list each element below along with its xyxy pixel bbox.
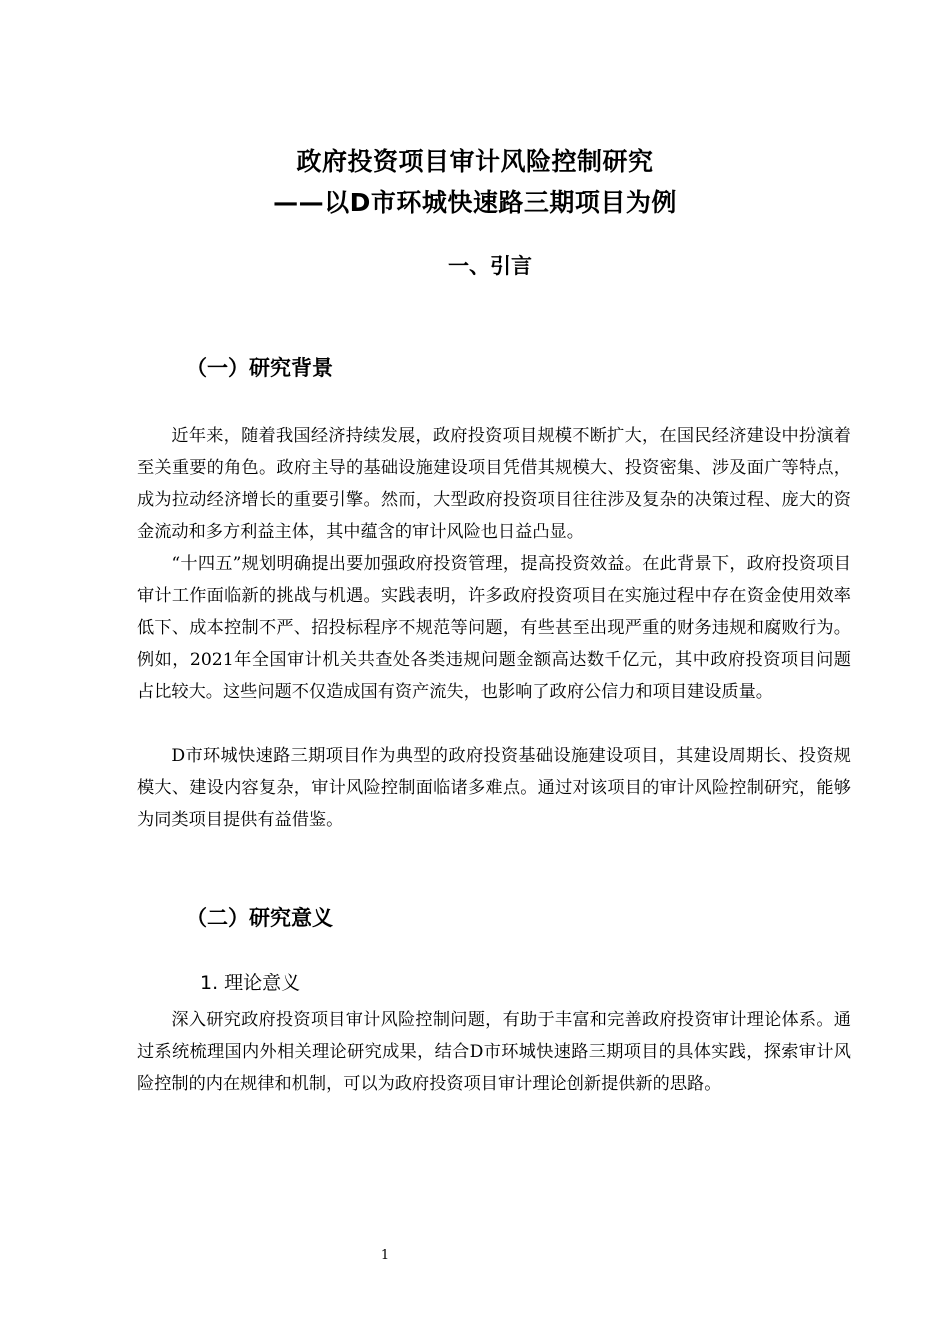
page-number: 1	[380, 1248, 390, 1263]
subsection-heading-research-background: （一）研究背景	[186, 356, 333, 380]
document-subtitle: ——以D市环城快速路三期项目为例	[273, 188, 677, 217]
paragraph-background-2: “十四五”规划明确提出要加强政府投资管理，提高投资效益。在此背景下，政府投资项目审计工作面临新的挑战与机遇。实践表明，许多政府投资项目在实施过程中存在资金使用效率低下、成本控制不严、招投标程序不规范等问题，有些甚至出现严重的财务违规和腐败行为。例如，2021年全国审计机关共查处各类违规问题金额高达数千亿元，其中政府投资项目问题占比较大。这些问题不仅造成国有资产流失，也影响了政府公信力和项目建设质量。	[137, 554, 851, 702]
document-title: 政府投资项目审计风险控制研究	[296, 147, 654, 176]
item-heading-theoretical-significance: 1. 理论意义	[200, 972, 301, 994]
paragraph-background-1: 近年来，随着我国经济持续发展，政府投资项目规模不断扩大，在国民经济建设中扮演着至关重要的角色。政府主导的基础设施建设项目凭借其规模大、投资密集、涉及面广等特点，成为拉动经济增长的重要引擎。然而，大型政府投资项目往往涉及复杂的决策过程、庞大的资金流动和多方利益主体，其中蕴含的审计风险也日益凸显。	[137, 426, 851, 542]
paragraph-background-3: D市环城快速路三期项目作为典型的政府投资基础设施建设项目，其建设周期长、投资规模大、建设内容复杂，审计风险控制面临诸多难点。通过对该项目的审计风险控制研究，能够为同类项目提供有益借鉴。	[137, 746, 851, 830]
paragraph-theoretical-significance: 深入研究政府投资项目审计风险控制问题，有助于丰富和完善政府投资审计理论体系。通过系统梳理国内外相关理论研究成果，结合D市环城快速路三期项目的具体实践，探索审计风险控制的内在规律和机制，可以为政府投资项目审计理论创新提供新的思路。	[137, 1010, 851, 1094]
section-heading-introduction: 一、引言	[448, 254, 532, 278]
subsection-heading-research-significance: （二）研究意义	[186, 906, 333, 930]
